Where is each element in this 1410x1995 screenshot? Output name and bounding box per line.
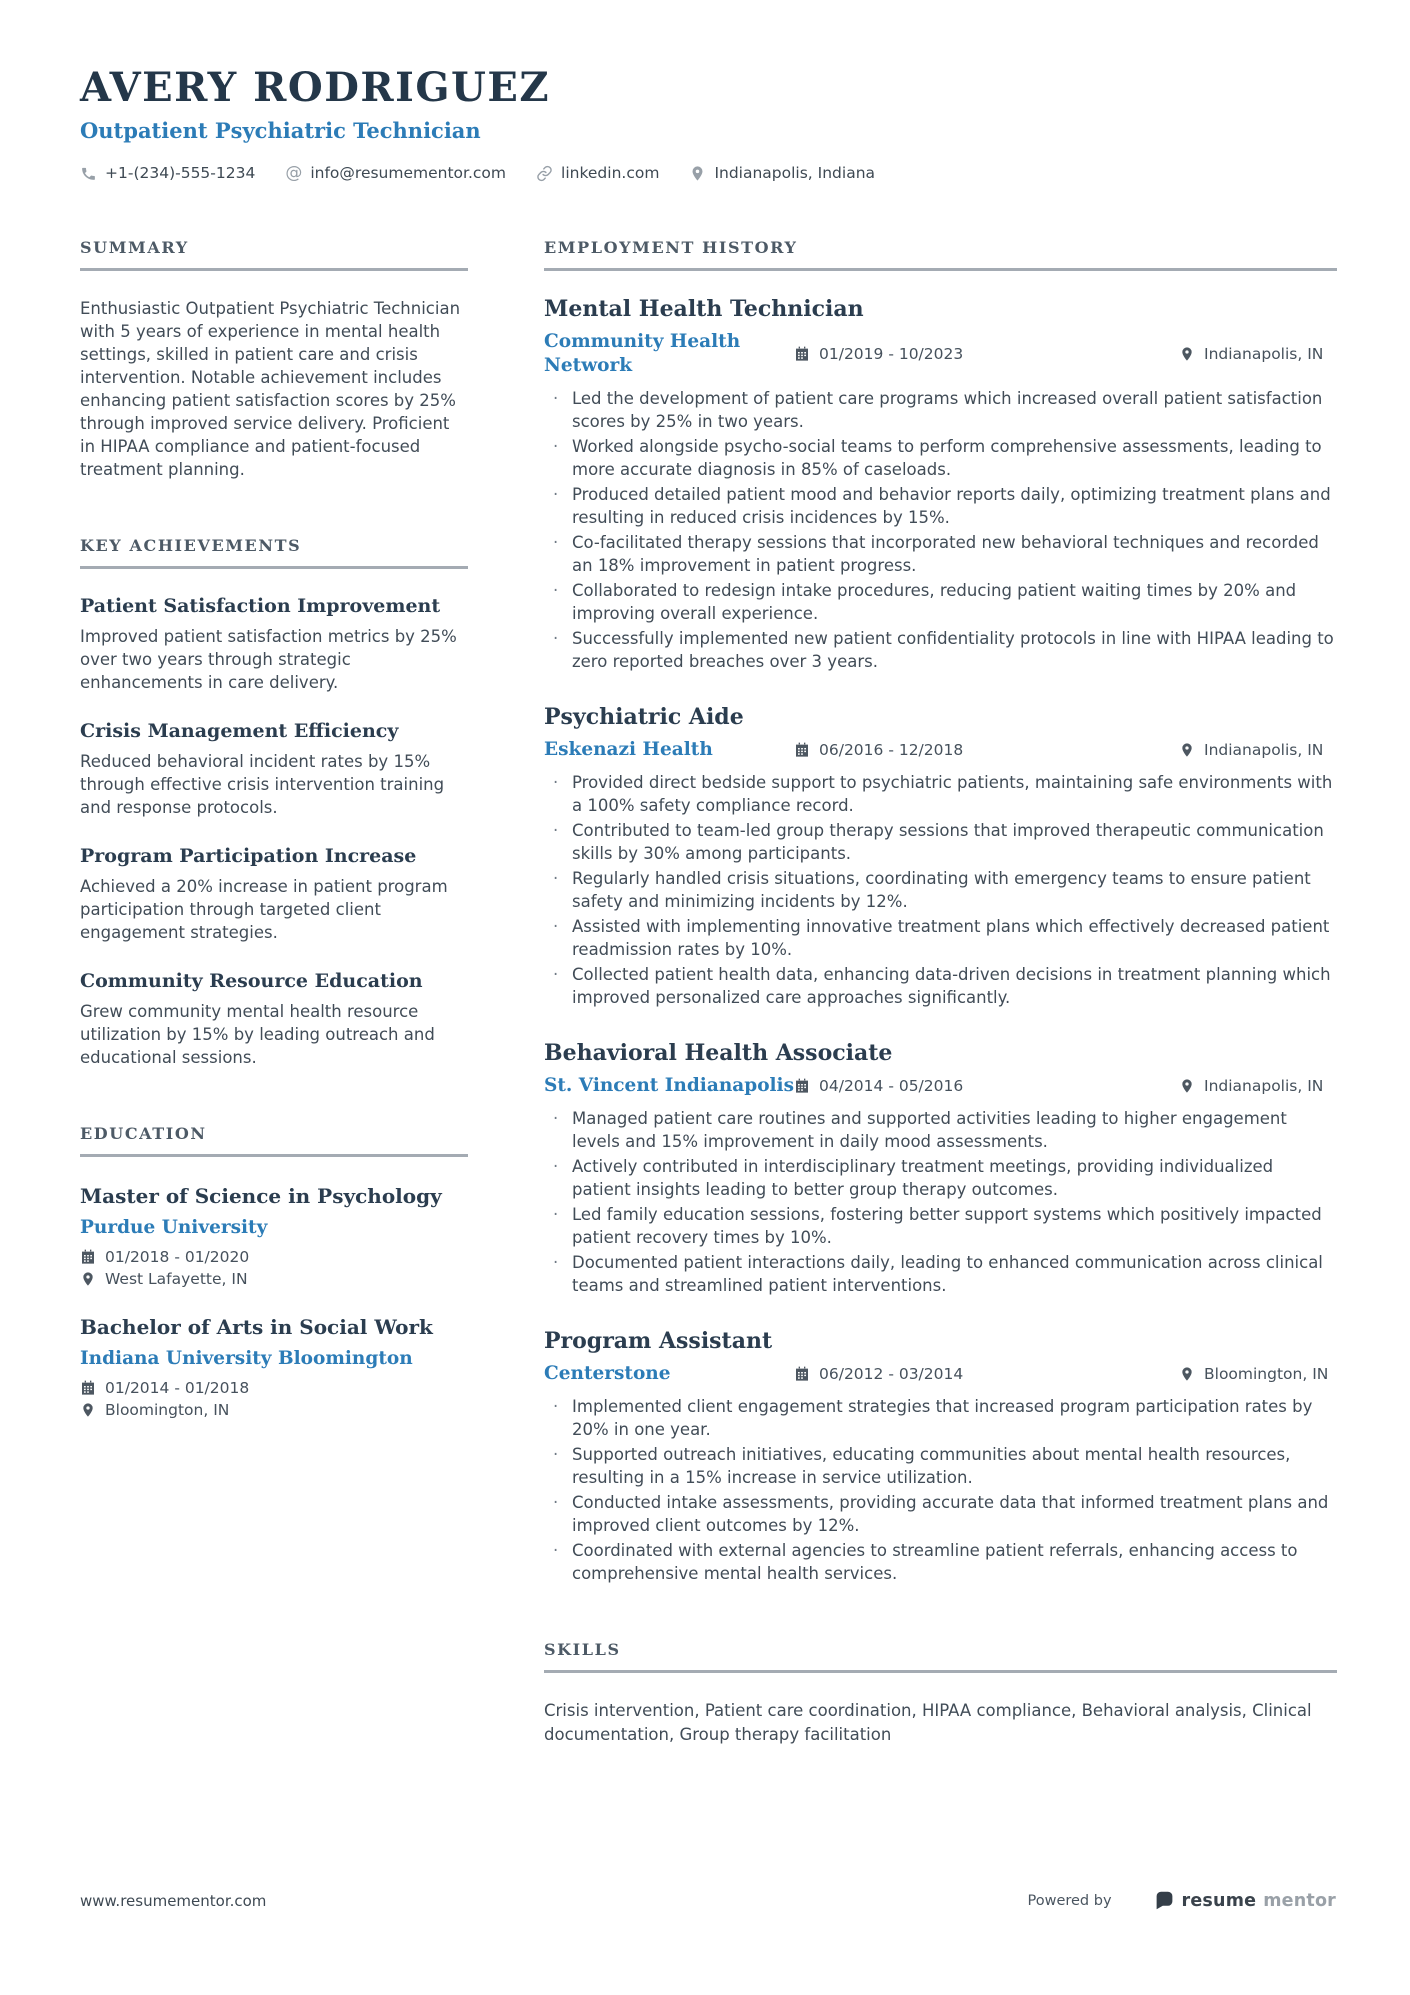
achievement-title: Program Participation Increase <box>80 845 417 867</box>
contact-phone-text: +1-(234)-555-1234 <box>105 164 256 182</box>
job-bullet: · Actively contributed in interdisciplinary treatment meetings, providing individualized patient insights leading to better group therapy outcomes. <box>544 1155 1337 1201</box>
calendar-icon <box>794 742 810 758</box>
contact-website <box>536 164 659 182</box>
company-name: Centerstone <box>544 1363 671 1384</box>
job-location-text: Indianapolis, IN <box>1204 345 1324 363</box>
education-section <box>80 1124 468 1419</box>
footer-website: www.resumementor.com <box>80 1891 267 1910</box>
job-dates <box>794 1077 1179 1095</box>
job-title: Behavioral Health Associate <box>544 1040 893 1066</box>
education-location-text: Bloomington, IN <box>105 1401 230 1419</box>
candidate-name: AVERY RODRIGUEZ <box>80 64 551 111</box>
job-bullet: · Co-facilitated therapy sessions that incorporated new behavioral techniques and recorded an 18% improvement in patient progress. <box>544 531 1337 577</box>
job-meta <box>544 1362 1337 1386</box>
degree-title: Bachelor of Arts in Social Work <box>80 1315 433 1339</box>
education-dates-text: 01/2014 - 01/2018 <box>105 1379 250 1397</box>
calendar-icon <box>794 346 810 362</box>
job-entry <box>544 703 1337 1009</box>
key-achievements-heading: KEY ACHIEVEMENTS <box>80 536 468 569</box>
candidate-job-title: Outpatient Psychiatric Technician <box>80 118 481 143</box>
phone-icon <box>80 165 97 182</box>
job-dates-text: 06/2012 - 03/2014 <box>819 1365 964 1383</box>
achievement-text: Grew community mental health resource utilization by 15% by leading outreach and educational sessions. <box>80 1002 435 1067</box>
location-icon <box>1179 1366 1195 1382</box>
job-bullet: · Contributed to team-led group therapy sessions that improved therapeutic communication skills by 30% among participants. <box>544 819 1337 865</box>
job-bullet: · Provided direct bedside support to psychiatric patients, maintaining safe environments with a 100% safety compliance record. <box>544 771 1337 817</box>
job-location-text: Indianapolis, IN <box>1204 1077 1324 1095</box>
job-entry <box>544 1327 1337 1585</box>
job-dates-text: 04/2014 - 05/2016 <box>819 1077 964 1095</box>
education-dates <box>80 1379 468 1397</box>
job-entry <box>544 295 1337 673</box>
job-bullet-list <box>544 1107 1337 1297</box>
contact-email-text: info@resumementor.com <box>310 164 507 182</box>
summary-section <box>80 238 468 481</box>
education-item <box>80 1183 468 1288</box>
job-bullet: · Collaborated to redesign intake procedures, reducing patient waiting times by 20% and improving overall experience. <box>544 579 1337 625</box>
powered-by-label: Powered by <box>1027 1892 1112 1909</box>
education-heading: EDUCATION <box>80 1124 468 1157</box>
school-name: Indiana University Bloomington <box>80 1348 413 1369</box>
job-entry <box>544 1039 1337 1297</box>
link-icon <box>536 165 553 182</box>
education-location <box>80 1270 468 1288</box>
page-footer <box>80 1890 1336 1911</box>
job-title: Program Assistant <box>544 1328 773 1354</box>
logo-text-bold: resume <box>1181 1890 1257 1911</box>
school-name: Purdue University <box>80 1217 268 1238</box>
achievement-text: Achieved a 20% increase in patient program participation through targeted client engagement strategies. <box>80 877 448 942</box>
job-location-text: Indianapolis, IN <box>1204 741 1324 759</box>
education-item <box>80 1314 468 1419</box>
job-bullet: · Led family education sessions, fostering better support systems which positively impacted patient recovery times by 10%. <box>544 1203 1337 1249</box>
calendar-icon <box>80 1249 96 1265</box>
resume-header <box>80 66 1337 182</box>
skills-heading: SKILLS <box>544 1640 1337 1673</box>
contact-location-text: Indianapolis, Indiana <box>714 164 876 182</box>
contact-phone <box>80 164 255 182</box>
job-location <box>1179 1077 1337 1095</box>
job-bullet-list <box>544 771 1337 1009</box>
location-icon <box>1179 1078 1195 1094</box>
job-bullet-list <box>544 387 1337 673</box>
education-dates <box>80 1248 468 1266</box>
logo-text-light: mentor <box>1263 1890 1336 1911</box>
job-location-text: Bloomington, IN <box>1204 1365 1329 1383</box>
summary-heading: SUMMARY <box>80 238 468 271</box>
contact-location <box>689 164 875 182</box>
job-title: Mental Health Technician <box>544 296 864 322</box>
job-bullet: · Collected patient health data, enhancing data-driven decisions in treatment planning which improved personalized care approaches significantly. <box>544 963 1337 1009</box>
job-dates <box>794 345 1179 363</box>
job-dates-text: 06/2016 - 12/2018 <box>819 741 964 759</box>
location-icon <box>1179 346 1195 362</box>
location-icon <box>689 165 706 182</box>
education-location <box>80 1401 468 1419</box>
job-bullet: · Conducted intake assessments, providing accurate data that informed treatment plans and improved client outcomes by 12%. <box>544 1491 1337 1537</box>
company-name: Eskenazi Health <box>544 739 713 760</box>
calendar-icon <box>80 1380 96 1396</box>
job-title: Psychiatric Aide <box>544 704 744 730</box>
degree-title: Master of Science in Psychology <box>80 1184 442 1208</box>
job-bullet-list <box>544 1395 1337 1585</box>
at-icon: @ <box>285 162 303 183</box>
job-bullet: · Produced detailed patient mood and behavior reports daily, optimizing treatment plans and resulting in reduced crisis incidences by 15%. <box>544 483 1337 529</box>
job-bullet: · Led the development of patient care programs which increased overall patient satisfaction scores by 25% in two years. <box>544 387 1337 433</box>
achievement-item <box>80 969 468 1069</box>
education-location-text: West Lafayette, IN <box>105 1270 248 1288</box>
job-bullet: · Documented patient interactions daily, leading to enhanced communication across clinical teams and streamlined patient interventions. <box>544 1251 1337 1297</box>
job-bullet: · Regularly handled crisis situations, coordinating with emergency teams to ensure patient safety and minimizing incidents by 12%. <box>544 867 1337 913</box>
summary-text: Enthusiastic Outpatient Psychiatric Technician with 5 years of experience in mental health settings, skilled in patient care and crisis intervention. Notable achievement includes enhancing patient satisfaction scores by 25% through improved service delivery. Proficient in HIPAA compliance and patient-focused treatment planning. <box>80 299 461 479</box>
location-icon <box>80 1402 96 1418</box>
employment-section <box>544 238 1337 1585</box>
job-bullet: · Managed patient care routines and supported activities leading to higher engagement levels and 15% improvement in daily mood assessments. <box>544 1107 1337 1153</box>
achievement-title: Crisis Management Efficiency <box>80 720 399 742</box>
employment-heading: EMPLOYMENT HISTORY <box>544 238 1337 271</box>
job-dates-text: 01/2019 - 10/2023 <box>819 345 964 363</box>
key-achievements-section <box>80 536 468 1069</box>
skills-text: Crisis intervention, Patient care coordination, HIPAA compliance, Behavioral analysis, Clinical documentation, Group therapy facilitation <box>544 1701 1312 1744</box>
resumementor-logo-icon <box>1154 1890 1175 1911</box>
job-meta <box>544 738 1337 762</box>
resumementor-logo <box>1154 1890 1336 1911</box>
achievement-text: Improved patient satisfaction metrics by 25% over two years through strategic enhancements in care delivery. <box>80 627 457 692</box>
footer-branding <box>1027 1890 1336 1911</box>
job-bullet: · Worked alongside psycho-social teams to perform comprehensive assessments, leading to more accurate diagnosis in 85% of caseloads. <box>544 435 1337 481</box>
achievement-title: Community Resource Education <box>80 970 423 992</box>
company-name: Community Health Network <box>544 331 741 376</box>
contact-email <box>285 164 506 182</box>
job-bullet: · Supported outreach initiatives, educating communities about mental health resources, resulting in a 15% increase in service utilization. <box>544 1443 1337 1489</box>
job-dates <box>794 1365 1179 1383</box>
achievement-item <box>80 719 468 819</box>
job-meta <box>544 330 1337 378</box>
contact-row <box>80 164 1337 182</box>
job-location <box>1179 345 1337 363</box>
location-icon <box>1179 742 1195 758</box>
achievement-title: Patient Satisfaction Improvement <box>80 595 441 617</box>
job-bullet: · Assisted with implementing innovative treatment plans which effectively decreased patient readmission rates by 10%. <box>544 915 1337 961</box>
contact-website-text: linkedin.com <box>561 164 660 182</box>
right-column <box>544 238 1337 1747</box>
job-location <box>1179 1365 1337 1383</box>
job-location <box>1179 741 1337 759</box>
job-bullet: · Coordinated with external agencies to streamline patient referrals, enhancing access to comprehensive mental health services. <box>544 1539 1337 1585</box>
calendar-icon <box>794 1078 810 1094</box>
achievement-item <box>80 594 468 694</box>
achievement-item <box>80 844 468 944</box>
job-meta <box>544 1074 1337 1098</box>
skills-section <box>544 1640 1337 1747</box>
calendar-icon <box>794 1366 810 1382</box>
left-column <box>80 238 468 1747</box>
company-name: St. Vincent Indianapolis <box>544 1075 795 1096</box>
location-icon <box>80 1271 96 1287</box>
achievement-text: Reduced behavioral incident rates by 15% through effective crisis intervention training and response protocols. <box>80 752 445 817</box>
job-bullet: · Successfully implemented new patient confidentiality protocols in line with HIPAA leading to zero reported breaches over 3 years. <box>544 627 1337 673</box>
education-dates-text: 01/2018 - 01/2020 <box>105 1248 250 1266</box>
job-bullet: · Implemented client engagement strategies that increased program participation rates by 20% in one year. <box>544 1395 1337 1441</box>
job-dates <box>794 741 1179 759</box>
